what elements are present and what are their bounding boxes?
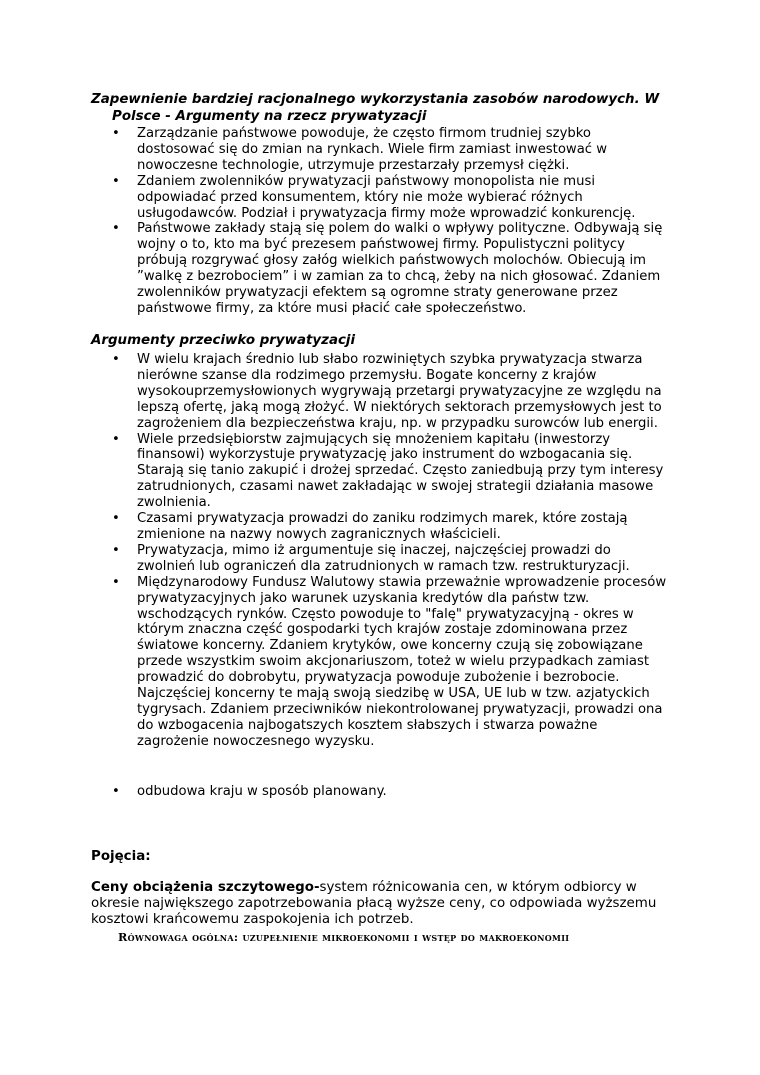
heading-line-1: Zapewnienie bardziej racjonalnego wykorzystania zasobów narodowych. W [91,92,660,107]
next-section-title: Równowaga ogólna: uzupełnienie mikroekonomii i wstęp do makroekonomii [118,930,570,944]
pro-arguments-list [112,126,672,317]
list-item: • Prywatyzacja, mimo iż argumentuje się inaczej, najczęściej prowadzi do zwolnień lub ograniczeń dla zatrudnionych w ramach tzw. restrukturyzacji. [112,542,630,574]
list-item: • Międzynarodowy Fundusz Walutowy stawia przeważnie wprowadzenie procesów prywatyzacyjnych jako warunek uzyskania kredytów dla państw tzw. wschodzących rynków. Często powoduje to "falę" prywatyzacyjną - okres w którym znaczna część gospodarki tych krajów zostaje zdominowana przez światowe koncerny. Zdaniem krytyków, owe koncerny czują się zobowiązane przede wszystkim swoim akcjonariuszom, toteż w wielu przypadkach zamiast prowadzić do dobrobytu, prywatyzacja powoduje zubożenie i bezrobocie. Najczęściej koncerny te mają swoją siedzibę w USA, UE lub w tzw. azjatyckich tygrysach. Zdaniem przeciwników niekontrolowanej prywatyzacji, prowadzi ona do wzbogacenia najbogatszych kosztem słabszych i stwarza poważne zagrożenie nowoczesnego wyzysku. [112,574,667,749]
list-item: • Zarządzanie państwowe powoduje, że często firmom trudniej szybko dostosować się do zmian na rynkach. Wiele firm zamiast inwestować w nowoczesne technologie, utrzymuje przestarzały przemysł ciężki. [112,126,608,173]
pojecia-title: Pojęcia: [91,849,151,864]
list-item: • Zdaniem zwolenników prywatyzacji państwowy monopolista nie musi odpowiadać przed konsumentem, który nie może wybierać różnych usługodawców. Podział i prywatyzacja firmy może wprowadzić konkurencję. [112,173,636,221]
definition-text: system różnicowania cen, w którym odbiorcy w okresie największego zapotrzebowania płacą wyższe ceny, co odpowiada wyższemu kosztowi krańcowemu zaspokojenia ich potrzeb. [91,880,657,928]
list-item: • Państwowe zakłady stają się polem do walki o wpływy polityczne. Odbywają się wojny o to, kto ma być prezesem państwowej firmy. Populistyczni politycy próbują rozgrywać głosy załóg wielkich państwowych molochów. Obiecują im ”walkę z bezrobociem” i w zamian za to chcą, żeby na nich głosować. Zdaniem zwolenników prywatyzacji efektem są ogromne straty generowane przez państwowe firmy, za które musi płacić całe społeczeństwo. [112,221,663,316]
bullet-icon: • [112,352,120,367]
list-item: • Czasami prywatyzacja prowadzi do zaniku rodzimych marek, które zostają zmienione na nazwy nowych zagranicznych właścicieli. [112,511,628,542]
list-item: • Wiele przedsiębiorstw zajmujących się mnożeniem kapitału (inwestorzy finansowi) wykorzystuje prywatyzację jako instrument do wzbogacania się. Starają się tanio zakupić i drożej sprzedać. Często zaniedbują przy tym interesy zatrudnionych, czasami nawet zakładając w swojej strategii działania masowe zwolnienia. [112,431,664,511]
contra-arguments-list [112,352,672,750]
bullet-icon: • [112,511,120,527]
list-item: • W wielu krajach średnio lub słabo rozwiniętych szybka prywatyzacja stwarza nierówne szanse dla rodzimego przemysłu. Bogate koncerny z krajów wysokouprzemysłowionych wygrywają przetargi prywatyzacyjne ze względu na lepszą ofertę, jaką mogą złożyć. W niektórych sektorach przemysłowych jest to zagrożeniem dla bezpieczeństwa kraju, np. w przypadku surowców lub energii. [112,352,662,431]
list-item: • odbudowa kraju w sposób planowany. [112,784,387,799]
bullet-icon: • [112,784,120,799]
bullet-icon: • [112,542,120,558]
definition-term: Ceny obciążenia szczytowego- [91,880,320,895]
definition-paragraph [91,880,661,929]
heading-line-2: Polsce - Argumenty na rzecz prywatyzacji [112,108,427,124]
section-heading-pro [91,92,681,125]
extra-list [112,784,672,800]
bullet-icon: • [112,574,120,590]
bullet-icon: • [112,221,120,237]
section-heading-contra: Argumenty przeciwko prywatyzacji [91,333,356,348]
bullet-icon: • [112,173,120,189]
bullet-icon: • [112,126,120,141]
bullet-icon: • [112,431,120,447]
